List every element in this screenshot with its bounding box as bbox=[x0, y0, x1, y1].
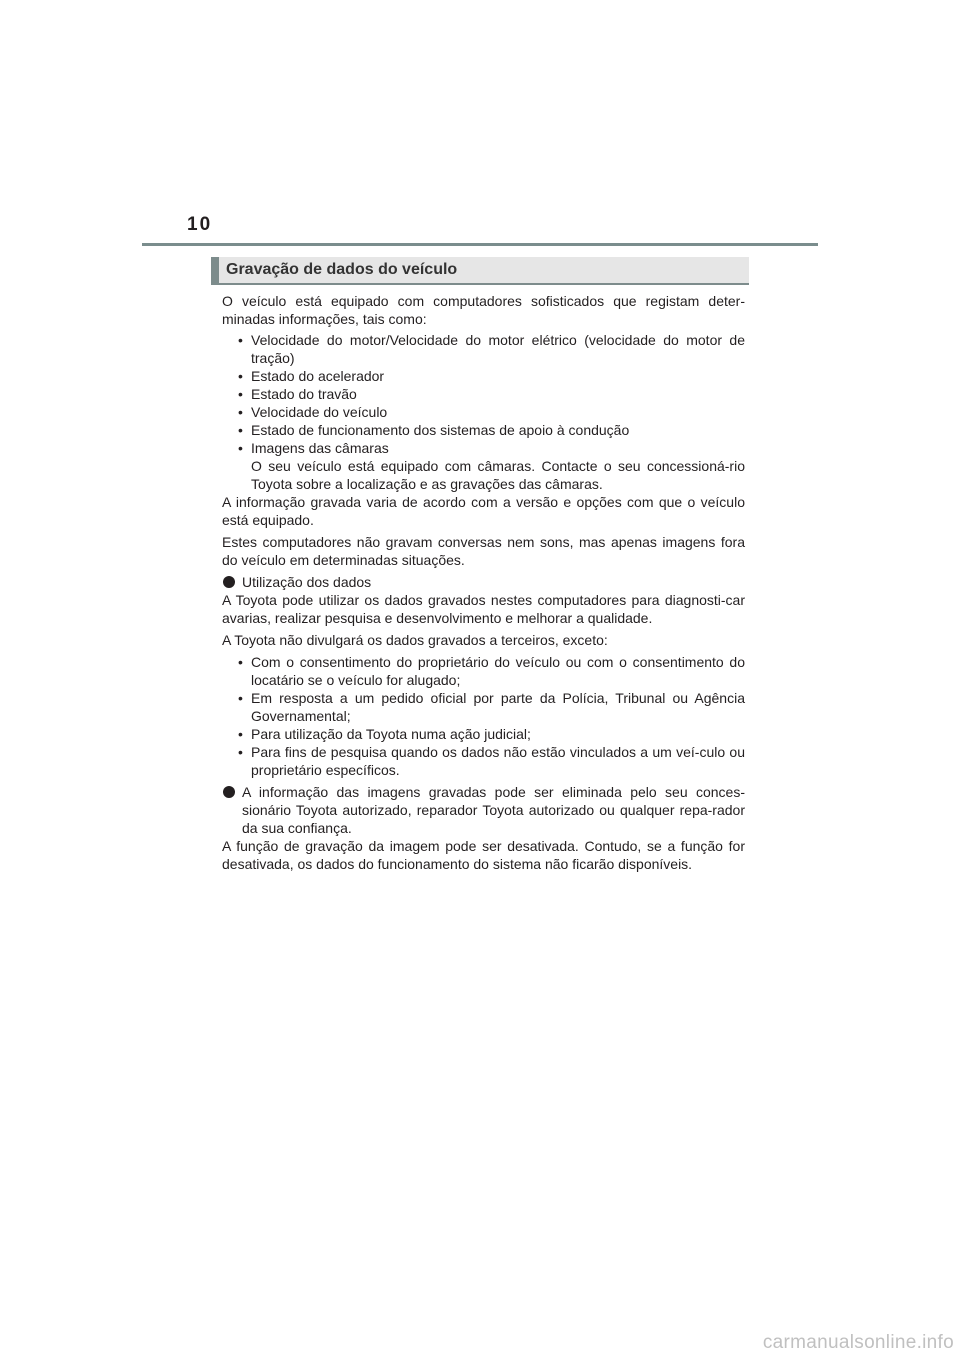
list-item: • Estado do travão bbox=[238, 386, 357, 402]
recorded-items-list bbox=[222, 331, 745, 493]
body-content bbox=[222, 292, 745, 877]
list-item: • Para fins de pesquisa quando os dados não estão vinculados a um veí-culo ou proprietário específicos. bbox=[238, 744, 745, 778]
section-title: Gravação de dados do veículo bbox=[226, 261, 458, 278]
disclosure-intro: A Toyota não divulgará os dados gravados a terceiros, exceto: bbox=[222, 632, 608, 648]
list-item: • Com o consentimento do proprietário do veículo ou com o consentimento do locatário se o veículo for alugado; bbox=[238, 654, 745, 688]
list-item: • Estado do acelerador bbox=[238, 368, 385, 384]
section-heading bbox=[211, 257, 749, 285]
list-item: • Velocidade do motor/Velocidade do motor elétrico (velocidade do motor de tração) bbox=[238, 332, 745, 366]
list-item: • Velocidade do veículo bbox=[238, 404, 388, 420]
filled-circle-icon bbox=[223, 786, 235, 798]
page-number: 10 bbox=[187, 214, 213, 235]
camera-note: O seu veículo está equipado com câmaras. Contacte o seu concessioná-rio Toyota sobre a localização e as gravações das câmaras. bbox=[251, 458, 745, 492]
deletion-heading: A informação das imagens gravadas pode ser eliminada pelo seu conces-sionário Toyota autorizado, reparador Toyota autorizado ou qualquer repa-rador da sua confiança. bbox=[222, 783, 745, 837]
list-item: • Imagens das câmaras O seu veículo está equipado com câmaras. Contacte o seu concessioná-rio Toyota sobre a localização e as gravações das câmaras. bbox=[238, 440, 745, 492]
filled-circle-icon bbox=[223, 576, 235, 588]
no-sound-paragraph: Estes computadores não gravam conversas nem sons, mas apenas imagens fora do veículo em determinadas situações. bbox=[222, 534, 745, 568]
usage-paragraph: A Toyota pode utilizar os dados gravados nestes computadores para diagnosti-car avarias, realizar pesquisa e desenvolvimento e melhorar a qualidade. bbox=[222, 592, 745, 626]
list-item: • Em resposta a um pedido oficial por parte da Polícia, Tribunal ou Agência Governamental; bbox=[238, 690, 745, 724]
list-item: • Estado de funcionamento dos sistemas de apoio à condução bbox=[238, 422, 630, 438]
list-item: • Para utilização da Toyota numa ação judicial; bbox=[238, 726, 531, 742]
exceptions-list bbox=[222, 653, 745, 779]
intro-paragraph: O veículo está equipado com computadores sofisticados que registam deter-minadas informações, tais como: bbox=[222, 293, 745, 327]
header-divider bbox=[142, 243, 818, 246]
usage-heading: Utilização dos dados bbox=[222, 573, 745, 591]
version-paragraph: A informação gravada varia de acordo com a versão e opções com que o veículo está equipado. bbox=[222, 494, 745, 528]
deactivation-paragraph: A função de gravação da imagem pode ser desativada. Contudo, se a função for desativada, os dados do funcionamento do sistema não ficarão disponíveis. bbox=[222, 838, 745, 872]
heading-accent-bar bbox=[211, 257, 219, 283]
watermark: carmanualsonline.info bbox=[762, 1332, 954, 1353]
